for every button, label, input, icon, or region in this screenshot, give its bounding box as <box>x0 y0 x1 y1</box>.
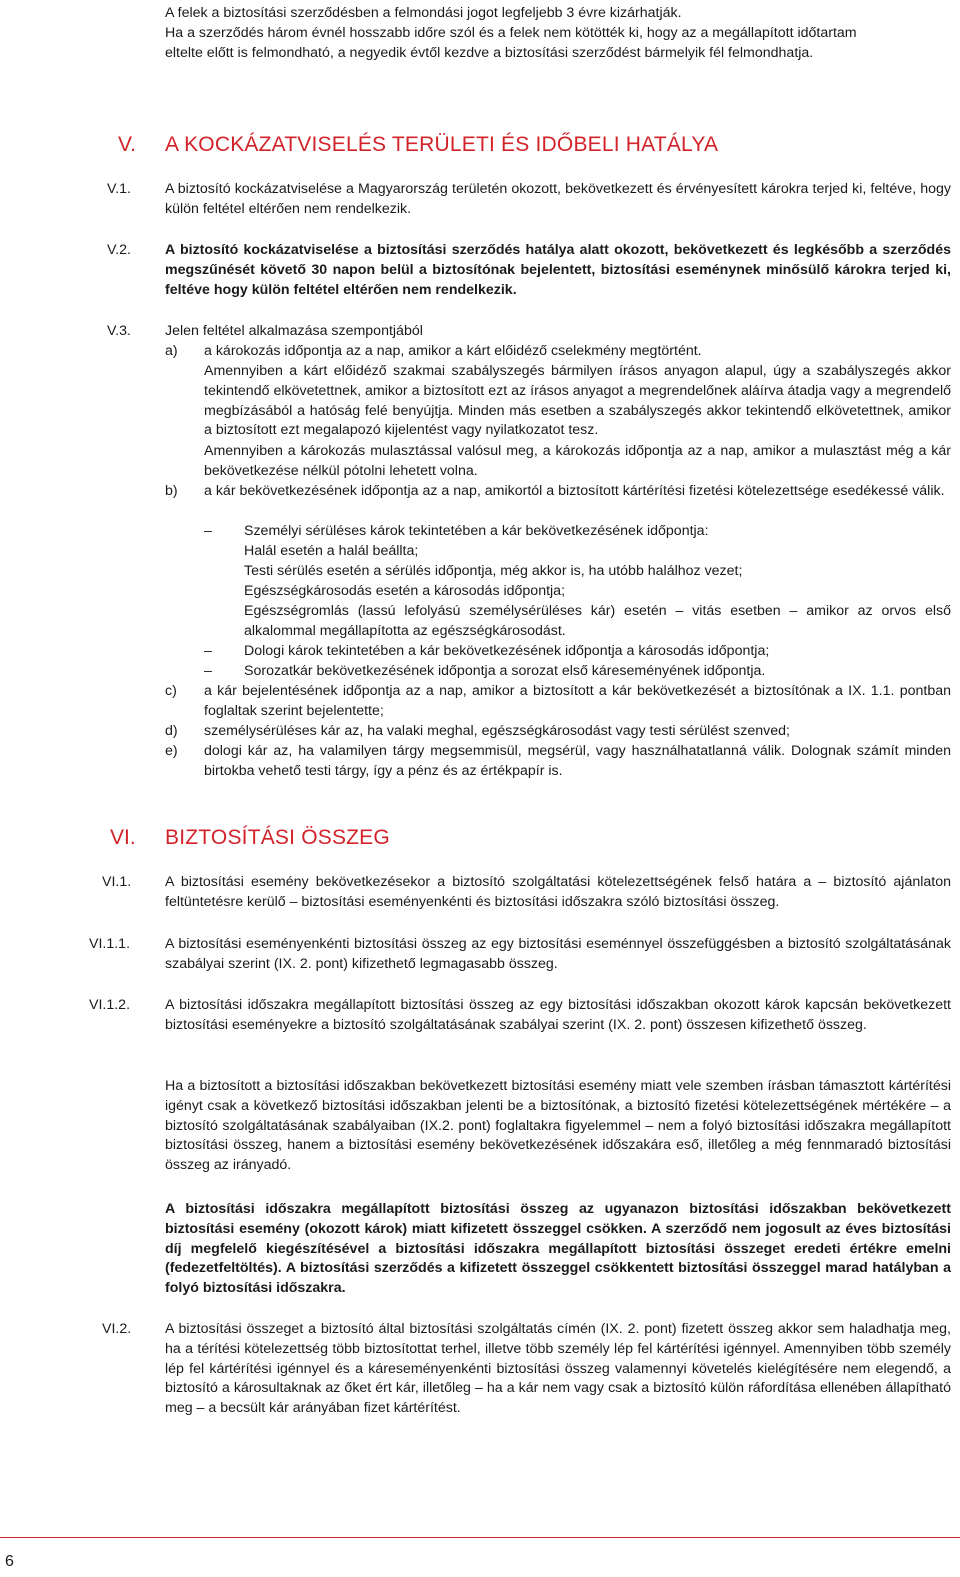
clause-number: V.2. <box>107 242 131 258</box>
clause-number: V.1. <box>107 181 131 197</box>
clause-text: A biztosítási összeget a biztosító által biztosítási szolgáltatás címén (IX. 2. pont) fizetett összeg akkor sem haladhatja meg, ha a térítési kötelezettség több biztosítottat terhel, illetve több személy lép fel kártérítési igénnyel. Amennyiben több személy lép fel kártérítési igénnyel és a káreseményenkénti biztosítási összeg valamennyi követelés kielégítésére nem elegendő, a biztosító a károsultaknak az őket ért kár, illetőleg – ha a kár nem vagy csak a biztosító külön ráfordítása ellenében állapítható meg – a becsült kár arányában fizet kártérítést. <box>165 1321 951 1417</box>
dash-bullet: – <box>204 523 212 539</box>
dash-item-text: Dologi károk tekintetében a kár bekövetkezésének időpontja a károsodás időpontja; <box>244 643 770 659</box>
intro-line: Ha a szerződés három évnél hosszabb időre szól és a felek nem kötötték ki, hogy az a megállapított időtartam <box>165 24 857 41</box>
dash-item-text: Sorozatkár bekövetkezésének időpontja a sorozat első káreseményének időpontja. <box>244 663 766 679</box>
sub-item-text: Halál esetén a halál beállta; <box>244 543 419 559</box>
sub-item-text: Testi sérülés esetén a sérülés időpontja, még akkor is, ha utóbb halálhoz vezet; <box>244 563 743 579</box>
clause-intro: Jelen feltétel alkalmazása szempontjából <box>165 323 423 339</box>
intro-paragraph <box>165 4 951 63</box>
sub-item-text: Egészségkárosodás esetén a károsodás időpontja; <box>244 583 566 599</box>
clause-number: VI.2. <box>102 1321 132 1337</box>
list-item-text: a károkozás időpontja az a nap, amikor a kárt előidéző cselekmény megtörtént. <box>204 343 702 359</box>
list-letter: c) <box>165 683 177 699</box>
list-letter: b) <box>165 483 178 499</box>
list-item-text: a kár bejelentésének időpontja az a nap, amikor a biztosított a kár bekövetkezését a biztosítónak a IX. 1.1. pontban foglaltak szerint bejelentette; <box>204 683 951 719</box>
list-item-text: személysérüléses kár az, ha valaki meghal, egészségkárosodást vagy testi sérülést szenved; <box>204 723 790 739</box>
list-item-paragraph: Amennyiben a kárt előidéző szakmai szabályszegés bármilyen írásos anyagon alapul, úgy a szabályszegés akkor tekintendő elkövetettnek, amikor a biztosított ezt az írásos anyagot a megrendelőnek aláírva átadja vagy a megrendelő megbízásából a hatóság felé benyújtja. Minden más esetben a szabályszegés akkor tekintendő elkövetettnek, amikor a biztosított ezt megalapozó kijelentést vagy nyilatkozatot tesz. <box>204 363 951 439</box>
intro-line: eltelte előtt is felmondható, a negyedik évtől kezdve a biztosítási szerződést bármelyik fél felmondhatja. <box>165 44 814 61</box>
list-letter: e) <box>165 743 178 759</box>
list-item-text: a kár bekövetkezésének időpontja az a nap, amikortól a biztosított kártérítési fizetési kötelezettsége esedékessé válik. <box>204 483 945 499</box>
list-letter: a) <box>165 343 178 359</box>
clause-text: A biztosítási időszakra megállapított biztosítási összeg az egy biztosítási időszakban okozott károk kapcsán bekövetkezett biztosítási eseményekre a biztosító szolgáltatásának szabályai szerint (IX. 2. pont) összesen kifizethető összeg. <box>165 997 951 1033</box>
footer-divider <box>0 1537 960 1538</box>
clause-paragraph: A biztosítási időszakra megállapított biztosítási összeg az ugyanazon biztosítási időszakban bekövetkezett biztosítási esemény (okozott károk) miatt kifizetett összeggel csökken. A szerződő nem jogosult az éves biztosítási díj megfelelő kiegészítésével a biztosítási időszakra megállapított biztosítási összeget eredeti értékre emelni (fedezetfeltöltés). A biztosítási szerződés a kifizetett összeggel csökkentett biztosítási összeggel marad hatályban a folyó biztosítási időszakra. <box>165 1201 951 1297</box>
clause-text: A biztosító kockázatviselése a Magyarország területén okozott, bekövetkezett és érvényesített károkra terjed ki, feltéve, hogy külön feltétel eltérően nem rendelkezik. <box>165 181 951 217</box>
section-number: VI. <box>110 826 136 849</box>
dash-bullet: – <box>204 643 212 659</box>
dash-bullet: – <box>204 663 212 679</box>
sub-item-text: Egészségromlás (lassú lefolyású személysérüléses kár) esetén – vitás esetben – amikor az orvos első alkalommal megállapította az egészségkárosodást. <box>244 603 951 639</box>
clause-text: A biztosítási esemény bekövetkezésekor a biztosító szolgáltatási kötelezettségének felső határa a – biztosító ajánlaton feltüntetésre kerülő – biztosítási eseményenkénti és biztosítási időszakra szóló biztosítási összeg. <box>165 874 951 910</box>
clause-paragraph: Ha a biztosított a biztosítási időszakban bekövetkezett biztosítási esemény miatt vele szemben írásban támasztott kártérítési igényt csak a következő biztosítási időszakban jelenti be a biztosítónak, a biztosító fizetési kötelezettségének mértékére – a biztosító szolgáltatásának szabályaiban (IX.2. pont) foglaltakra figyelemmel – nem a folyó biztosítási időszakra megállapított biztosítási összeg, hanem a biztosítási esemény bekövetkezésének időszakára eső, illetőleg a még fennmaradó biztosítási összeg az irányadó. <box>165 1078 951 1174</box>
clause-number: VI.1. <box>102 874 132 890</box>
list-item-paragraph: Amennyiben a károkozás mulasztással valósul meg, a károkozás időpontja az a nap, amikor a mulasztást még a kár bekövetkezése nélkül pótolni lehetett volna. <box>204 443 951 479</box>
clause-number: V.3. <box>107 323 131 339</box>
intro-line: A felek a biztosítási szerződésben a felmondási jogot legfeljebb 3 évre kizárhatják. <box>165 5 682 21</box>
dash-item-text: Személyi sérüléses károk tekintetében a kár bekövetkezésének időpontja: <box>244 523 709 539</box>
section-title: BIZTOSÍTÁSI ÖSSZEG <box>165 826 390 849</box>
section-title: A KOCKÁZATVISELÉS TERÜLETI ÉS IDŐBELI HATÁLYA <box>165 133 719 156</box>
clause-number: VI.1.2. <box>89 997 131 1013</box>
section-number: V. <box>118 133 136 156</box>
clause-number: VI.1.1. <box>89 936 131 952</box>
clause-text: A biztosító kockázatviselése a biztosítási szerződés hatálya alatt okozott, bekövetkezett és legkésőbb a szerződés megszűnését követő 30 napon belül a biztosítónak bejelentett, biztosítási eseménynek minősülő károkra terjed ki, feltéve hogy külön feltétel eltérően nem rendelkezik. <box>165 242 951 298</box>
clause-text: A biztosítási eseményenkénti biztosítási összeg az egy biztosítási eseménnyel összefüggésben a biztosító szolgáltatásának szabályai szerint (IX. 2. pont) kifizethető legmagasabb összeg. <box>165 936 951 972</box>
list-letter: d) <box>165 723 178 739</box>
page-number: 6 <box>5 1553 14 1570</box>
list-item-text: dologi kár az, ha valamilyen tárgy megsemmisül, megsérül, vagy használhatatlanná válik. Dolognak számít minden birtokba vehető testi tárgy, így a pénz és az értékpapír is. <box>204 743 951 779</box>
